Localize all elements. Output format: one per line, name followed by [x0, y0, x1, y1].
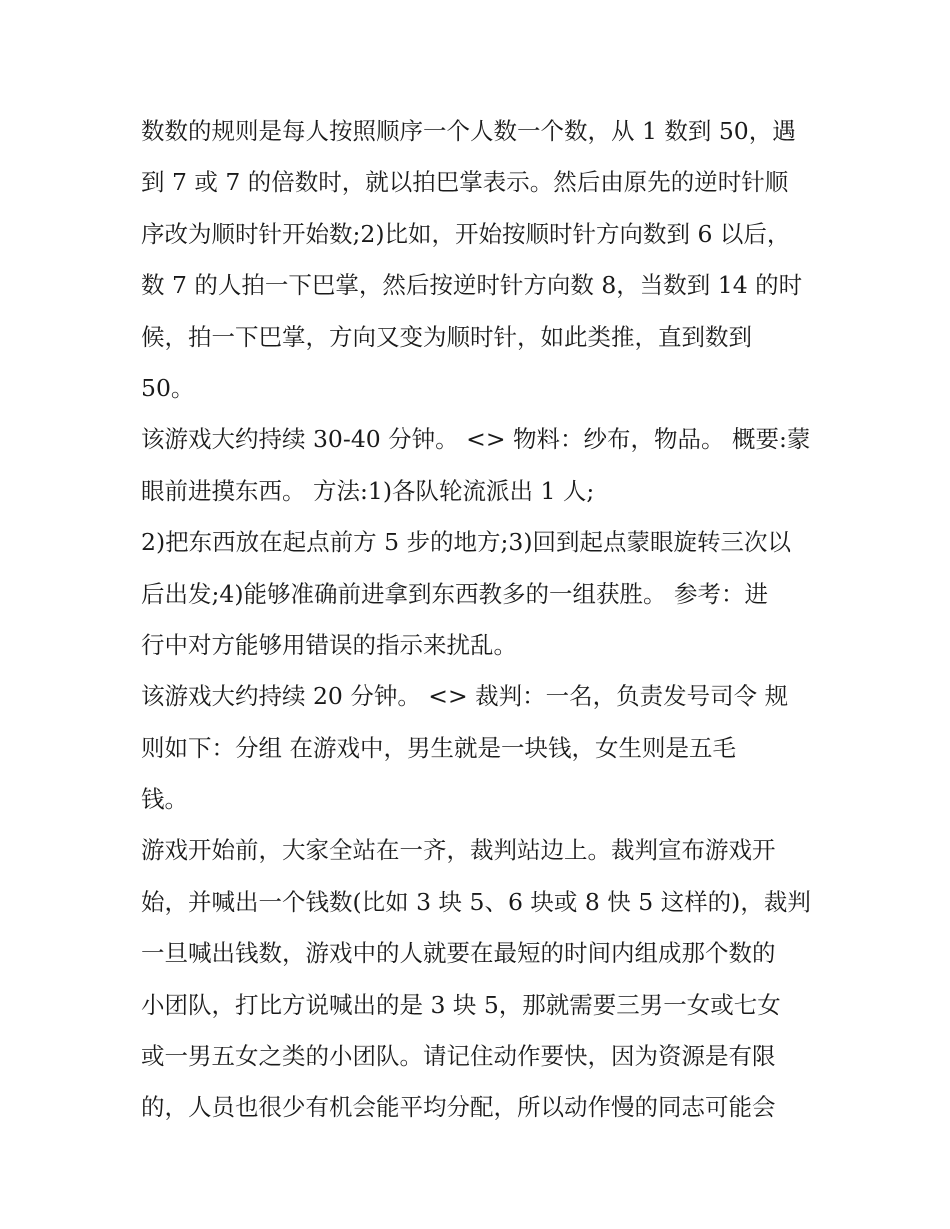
text-line: 游戏开始前，大家全站在一齐，裁判站边上。裁判宣布游戏开: [141, 836, 776, 865]
text-line: 到 7 或 7 的倍数时，就以拍巴掌表示。然后由原先的逆时针顺: [141, 168, 789, 197]
text-line: 始，并喊出一个钱数(比如 3 块 5、6 块或 8 快 5 这样的)，裁判: [141, 887, 811, 916]
text-line: 或一男五女之类的小团队。请记住动作要快，因为资源是有限: [141, 1042, 776, 1071]
text-line: 后出发;4)能够准确前进拿到东西教多的一组获胜。 参考：进: [141, 579, 769, 608]
text-line: 数 7 的人拍一下巴掌，然后按逆时针方向数 8，当数到 14 的时: [141, 271, 803, 300]
text-line: 2)把东西放在起点前方 5 步的地方;3)回到起点蒙眼旋转三次以: [141, 528, 792, 557]
text-line: 数数的规则是每人按照顺序一个人数一个数，从 1 数到 50，遇: [141, 117, 796, 145]
text-line: 50。: [141, 373, 195, 402]
text-line: 候，拍一下巴掌，方向又变为顺时针，如此类推，直到数到: [141, 322, 752, 351]
text-line: 小团队，打比方说喊出的是 3 块 5，那就需要三男一女或七女: [141, 990, 781, 1019]
text-line: 眼前进摸东西。 方法:1)各队轮流派出 1 人;: [141, 476, 595, 505]
text-line: 一旦喊出钱数，游戏中的人就要在最短的时间内组成那个数的: [141, 939, 776, 968]
text-line: 则如下：分组 在游戏中，男生就是一块钱，女生则是五毛: [141, 733, 736, 762]
text-line: 的，人员也很少有机会能平均分配，所以动作慢的同志可能会: [141, 1093, 776, 1122]
text-line: 钱。: [141, 785, 188, 814]
text-line: 该游戏大约持续 20 分钟。 <> 裁判：一名，负责发号司令 规: [141, 682, 789, 711]
text-line: 该游戏大约持续 30-40 分钟。 <> 物料：纱布，物品。 概要:蒙: [141, 425, 811, 454]
text-line: 行中对方能够用错误的指示来扰乱。: [141, 630, 517, 659]
text-line: 序改为顺时针开始数;2)比如，开始按顺时针方向数到 6 以后，: [141, 219, 791, 248]
document-text: [141, 106, 816, 1134]
